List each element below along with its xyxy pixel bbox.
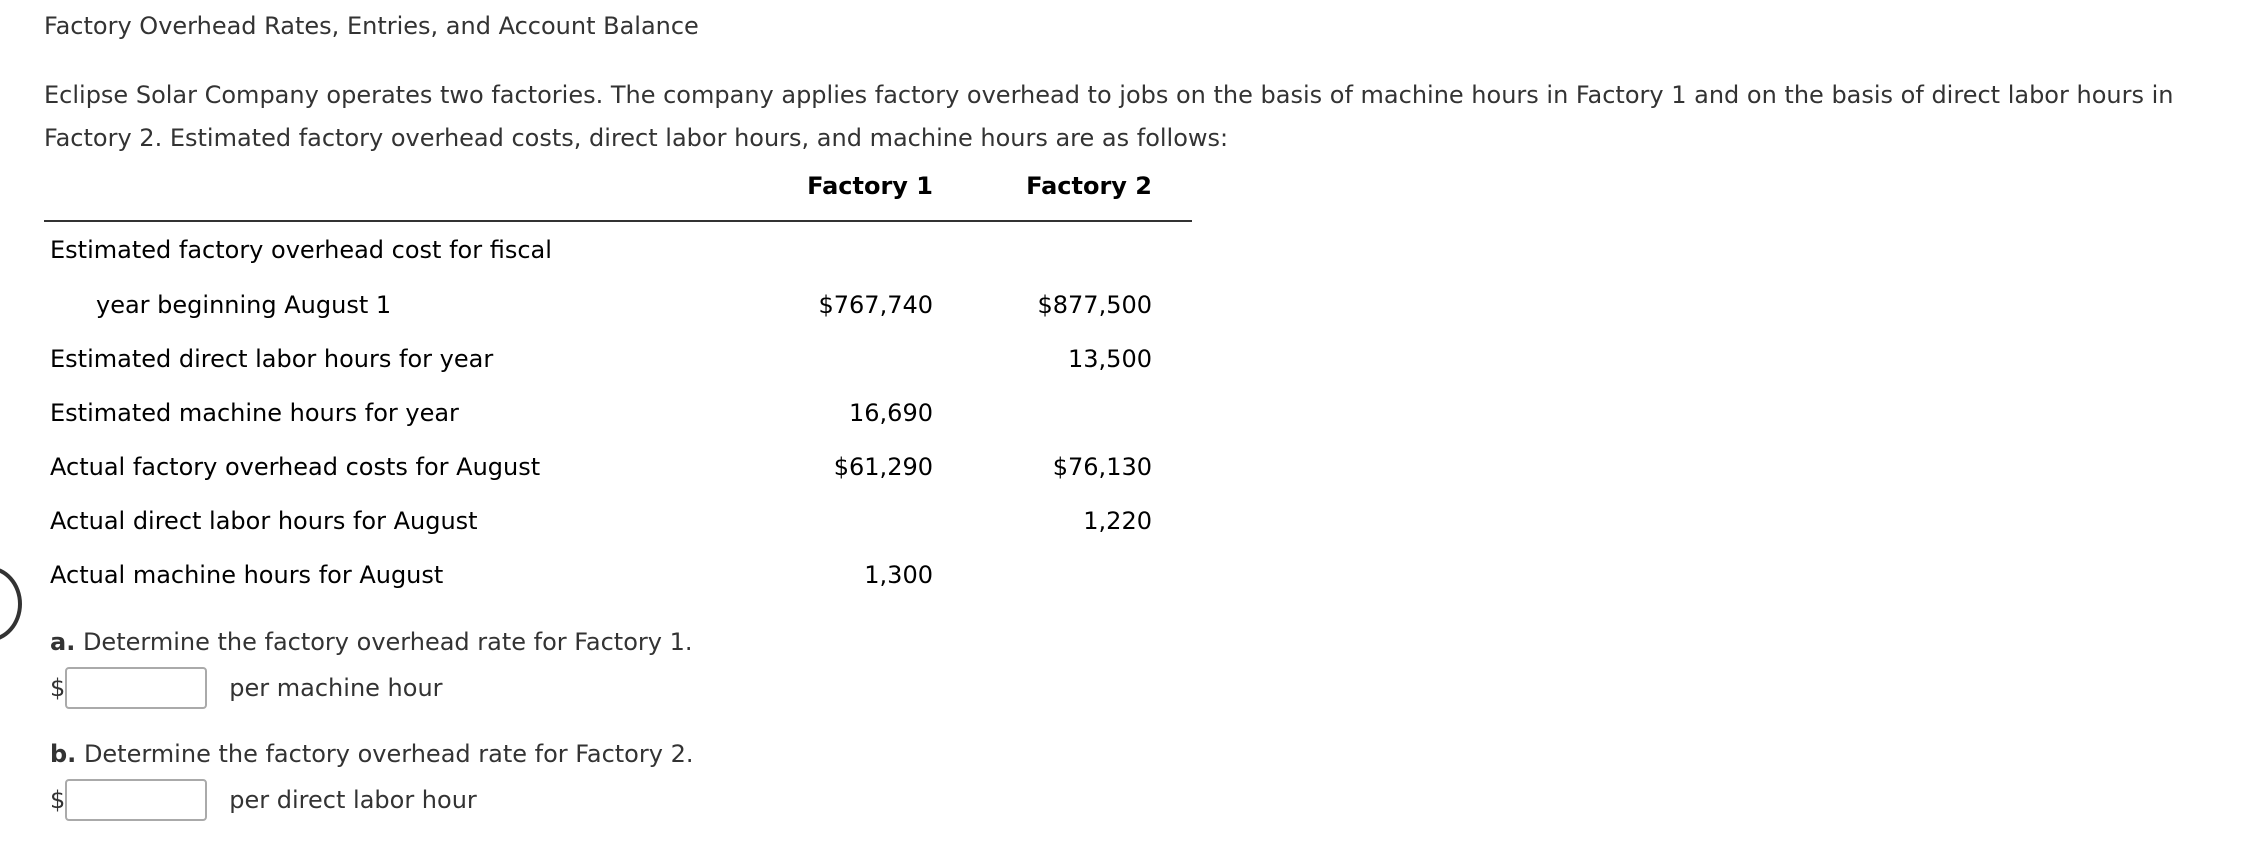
- question-a-text: Determine the factory overhead rate for Factory 1.: [82, 628, 693, 656]
- row-label: Estimated direct labor hours for year: [50, 345, 494, 373]
- factory-1-value: 1,300: [864, 561, 933, 589]
- factory-1-rate-input[interactable]: [65, 667, 207, 709]
- table-row: [44, 278, 1192, 332]
- factory-1-value: [800, 332, 982, 386]
- factory-2-value: [982, 221, 1192, 278]
- factory-2-value: $877,500: [1037, 291, 1152, 319]
- table-row: [44, 332, 1192, 386]
- row-label: year beginning August 1: [96, 291, 392, 319]
- circle-marker-icon: [0, 566, 22, 642]
- factory-2-value: $76,130: [1052, 453, 1152, 481]
- question-a-answer-row: [50, 664, 443, 712]
- table-row: [44, 386, 1192, 440]
- row-label: Actual machine hours for August: [50, 561, 444, 589]
- row-label: Actual factory overhead costs for August: [50, 453, 541, 481]
- row-label: Estimated factory overhead cost for fiscal: [50, 236, 552, 264]
- question-b-answer-row: [50, 776, 477, 824]
- factory-2-value: 1,220: [1083, 507, 1152, 535]
- factory-2-value: 13,500: [1068, 345, 1152, 373]
- row-label: Estimated machine hours for year: [50, 399, 459, 427]
- question-b-unit: per direct labor hour: [229, 786, 477, 814]
- table-row: [44, 494, 1192, 548]
- question-a-unit: per machine hour: [229, 674, 443, 702]
- question-b-letter: b.: [50, 740, 77, 768]
- overhead-data-table: [44, 172, 1192, 602]
- factory-1-value: [800, 494, 982, 548]
- question-a-prompt: [50, 628, 692, 656]
- question-b-prompt: [50, 740, 693, 768]
- factory-1-value: 16,690: [849, 399, 933, 427]
- question-a-letter: a.: [50, 628, 76, 656]
- header-label: [44, 172, 800, 221]
- dollar-sign: $: [50, 786, 66, 814]
- row-label: Actual direct labor hours for August: [50, 507, 478, 535]
- factory-2-rate-input[interactable]: [65, 779, 207, 821]
- factory-1-value: $767,740: [818, 291, 933, 319]
- header-factory-2: Factory 2: [982, 172, 1192, 221]
- problem-description: Eclipse Solar Company operates two factories. The company applies factory overhead to jobs on the basis of machine hours in Factory 1 and on the basis of direct labor hours in Factory 2. Estimated factory overhead costs, direct labor hours, and machine hours are as follows:: [44, 81, 2174, 152]
- header-factory-1: Factory 1: [800, 172, 982, 221]
- factory-2-value: [982, 548, 1192, 602]
- question-b-text: Determine the factory overhead rate for Factory 2.: [83, 740, 694, 768]
- table-row: [44, 440, 1192, 494]
- factory-1-value: $61,290: [833, 453, 933, 481]
- dollar-sign: $: [50, 674, 66, 702]
- factory-2-value: [982, 386, 1192, 440]
- table-row: [44, 221, 1192, 278]
- table-header-row: [44, 172, 1192, 221]
- page-title: Factory Overhead Rates, Entries, and Account Balance: [44, 12, 699, 40]
- factory-1-value: [800, 221, 982, 278]
- table-row: [44, 548, 1192, 602]
